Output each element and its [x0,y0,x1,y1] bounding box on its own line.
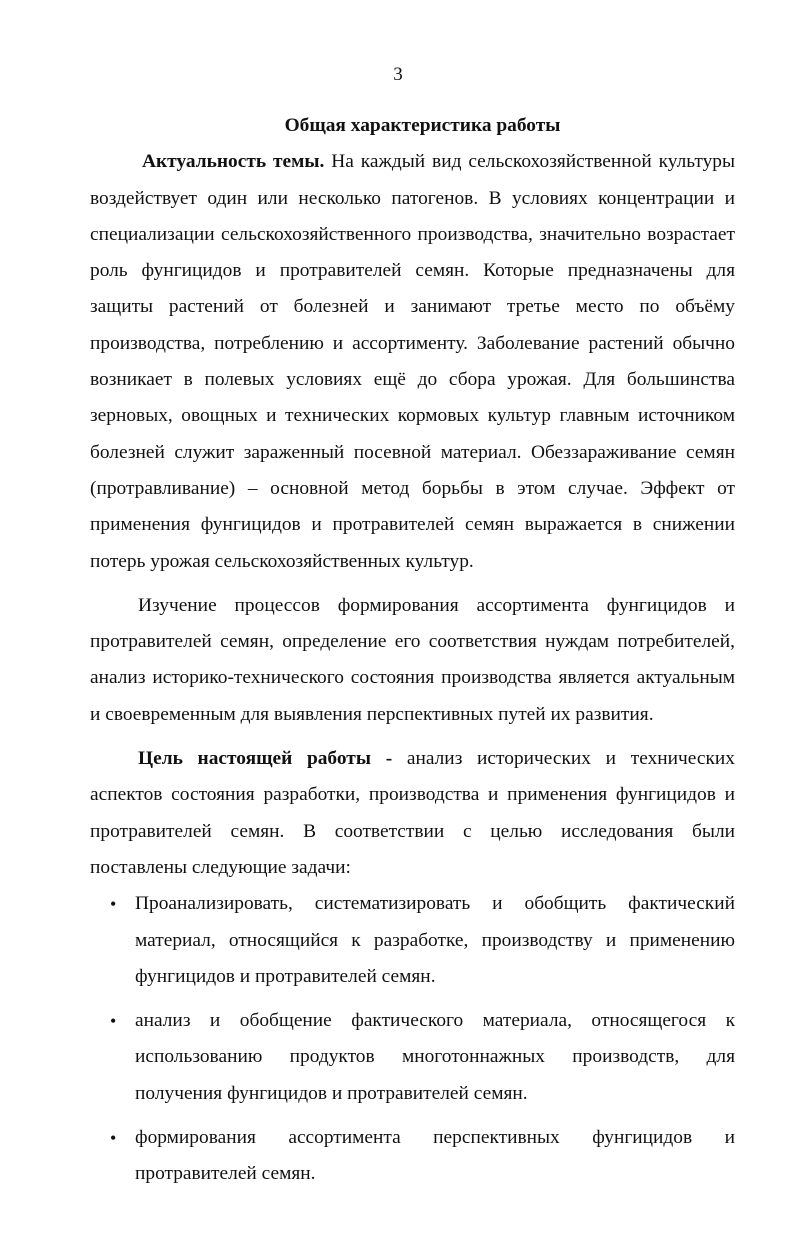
goal-paragraph [90,741,735,886]
bullet-icon: • [110,1011,117,1032]
task-text: Проанализировать, систематизировать и обобщить фактический материал, относящийся к разработке, производству и применению фунгицидов и протравителей семян. [135,893,735,987]
goal-lead: Цель настоящей работы - [138,748,393,770]
relevance-text: На каждый вид сельскохозяйственной культуры воздействует один или несколько патогенов. В условиях концентрации и специализации сельскохозяйственного производства, значительно возрастает роль фунгицидов и протравителей семян. Которые предназначены для защиты растений от болезней и занимают третье место по объёму производства, потреблению и ассортименту. Заболевание растений обычно возникает в полевых условиях ещё до сбора урожая. Для большинства зерновых, овощных и технических кормовых культур главным источником болезней служит зараженный посевной материал. Обеззараживание семян (протравливание) – основной метод борьбы в этом случае. Эффект от применения фунгицидов и протравителей семян выражается в снижении потерь урожая сельскохозяйственных культур. [90,151,735,572]
task-text: формирования ассортимента перспективных фунгицидов и протравителей семян. [135,1127,735,1185]
tasks-list [90,886,735,1192]
page-number: 3 [393,64,403,85]
list-item [90,1120,735,1193]
task-text: анализ и обобщение фактического материала, относящегося к использованию продуктов многотоннажных производств, для получения фунгицидов и протравителей семян. [135,1010,735,1104]
study-paragraph [90,588,735,733]
page-content [90,108,735,1193]
bullet-icon: • [110,1128,117,1149]
goal-text: анализ исторических и технических аспектов состояния разработки, производства и применения фунгицидов и протравителей семян. В соответствии с целью исследования были поставлены следующие задачи: [90,748,735,878]
bullet-icon: • [110,894,117,915]
section-heading: Общая характеристика работы [284,115,561,136]
list-item [90,886,735,995]
study-text: Изучение процессов формирования ассортимента фунгицидов и протравителей семян, определение его соответствия нуждам потребителей, анализ историко-технического состояния производства является актуальным и своевременным для выявления перспективных путей их развития. [90,594,735,725]
list-item [90,1003,735,1112]
relevance-lead: Актуальность темы. [142,151,325,173]
relevance-paragraph [90,144,735,580]
